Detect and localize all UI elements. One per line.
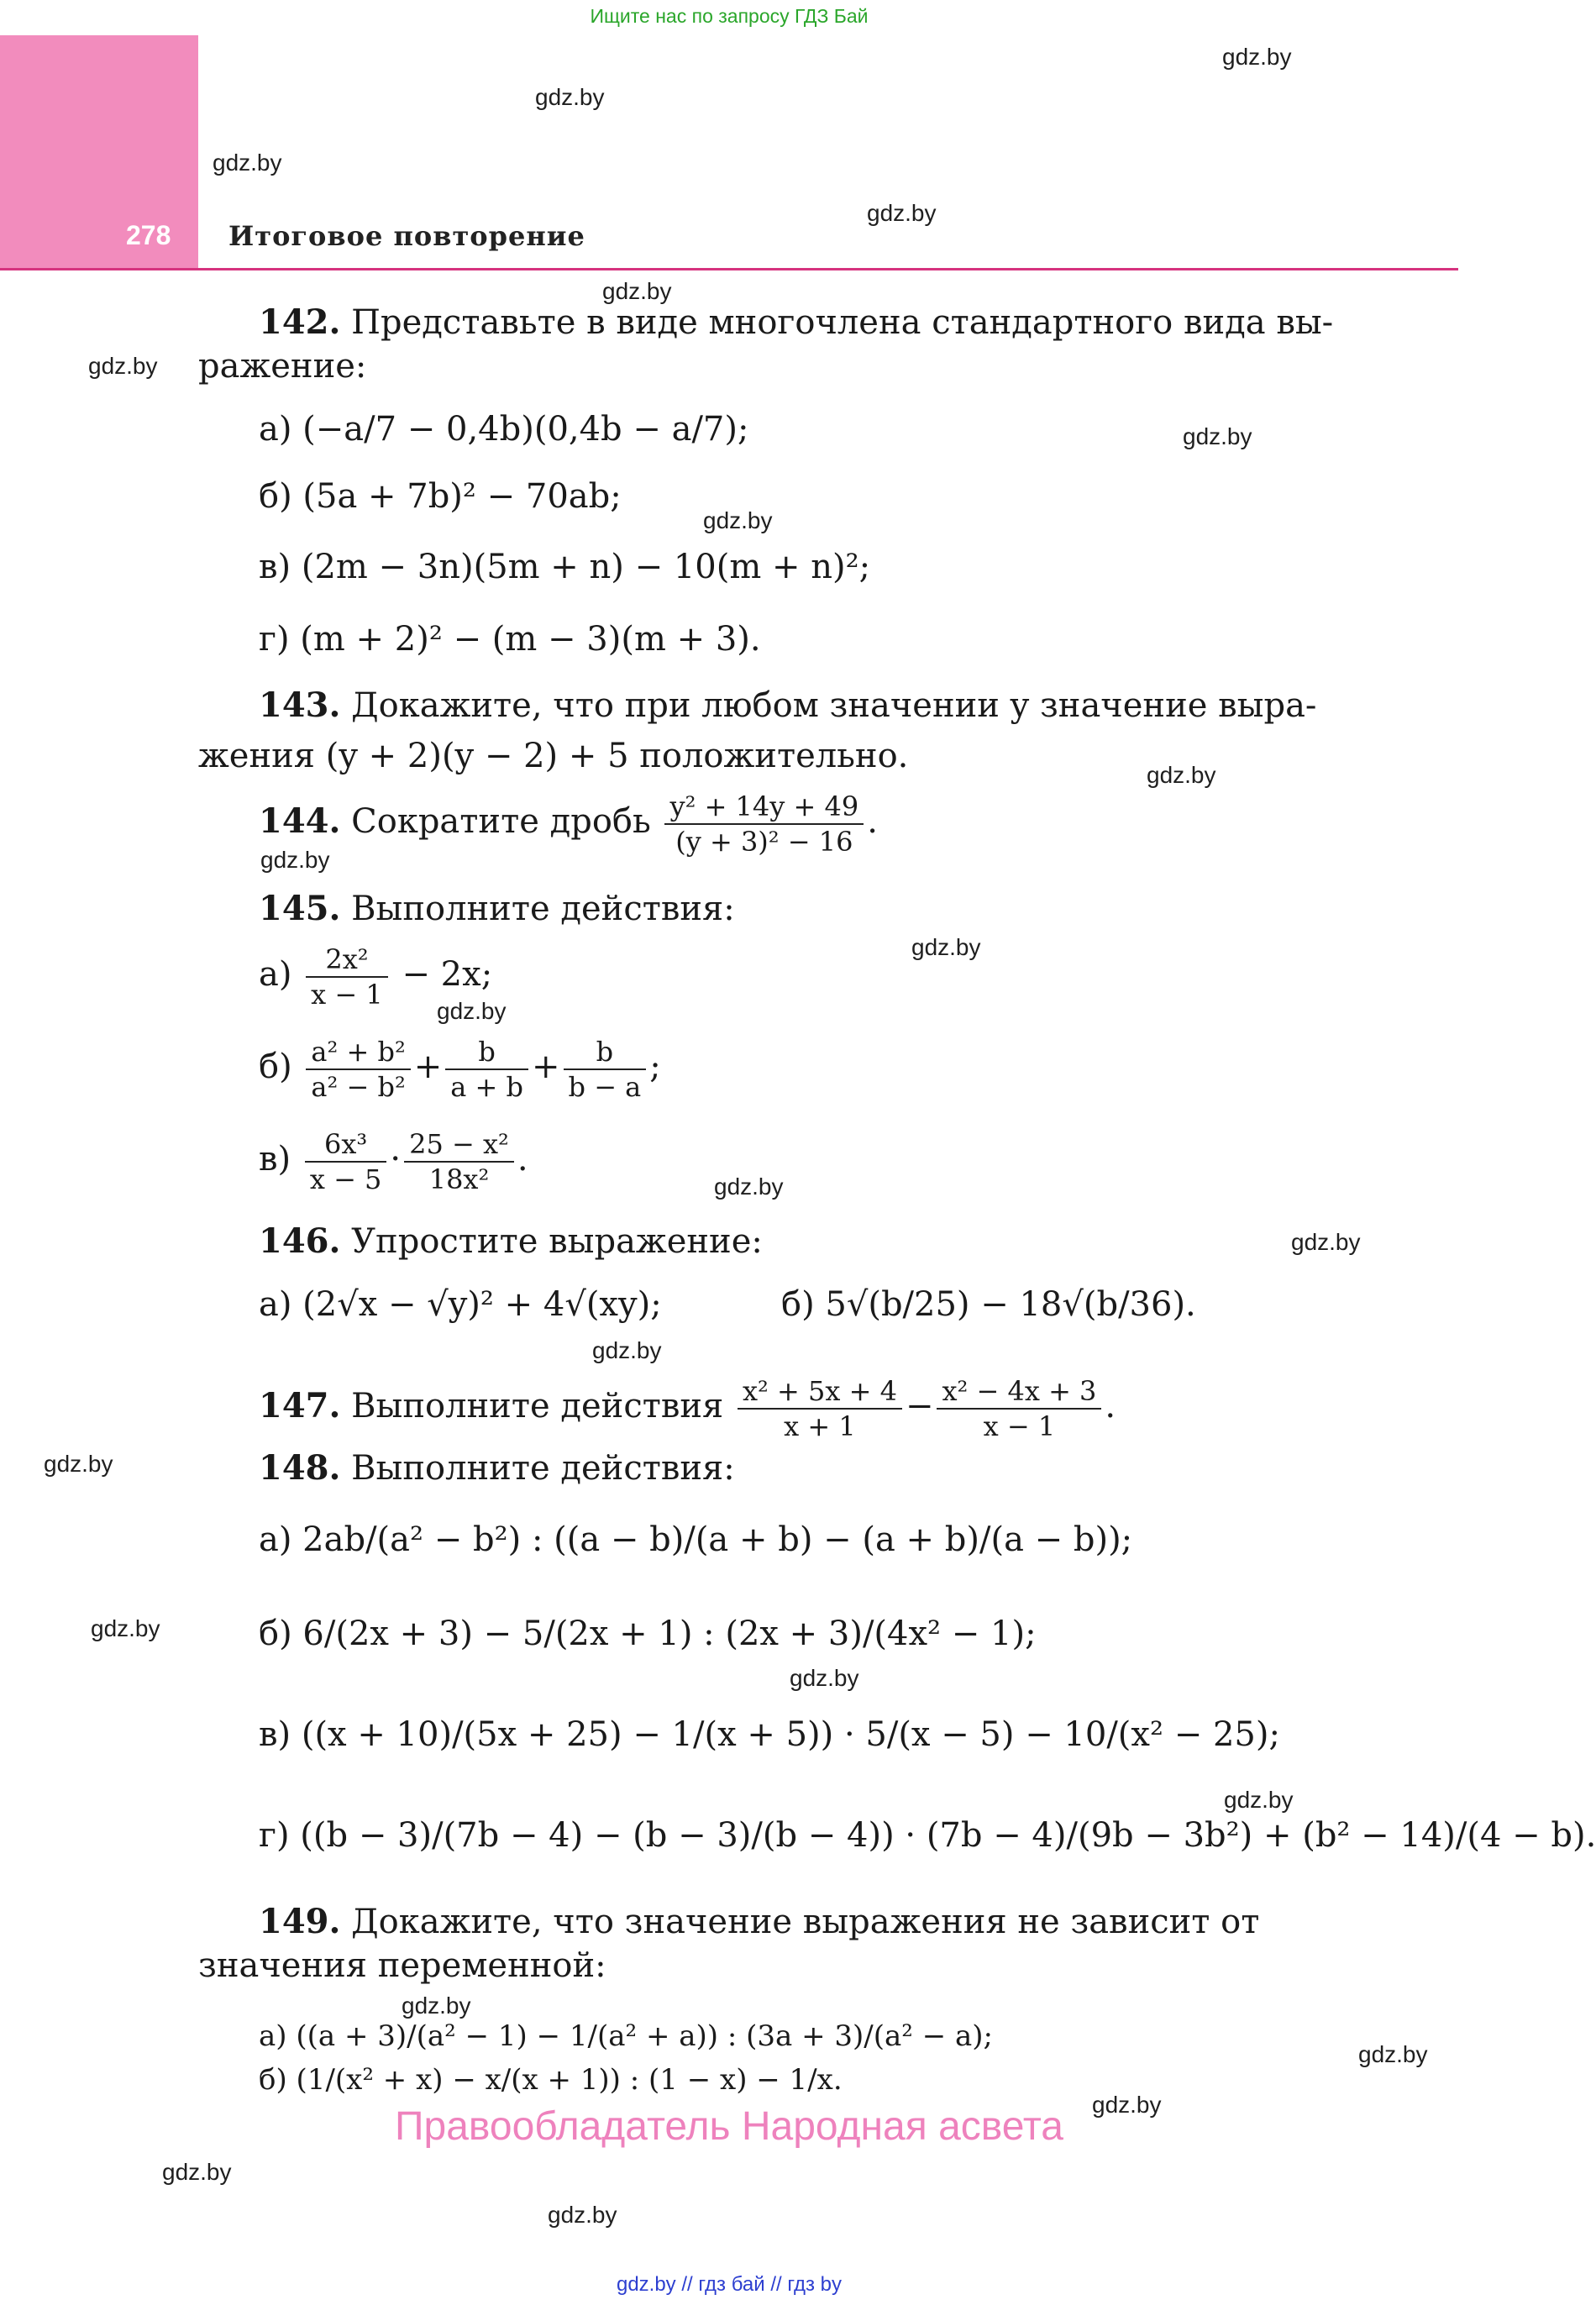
watermark: gdz.by (1183, 423, 1252, 449)
watermark: gdz.by (1358, 2041, 1428, 2067)
watermark: gdz.by (213, 150, 282, 176)
problem-142-line1: 142. Представьте в виде многочлена стандартного вида вы- (259, 302, 1334, 342)
problem-142-b: б) (5a + 7b)² − 70ab; (259, 477, 622, 516)
header-rule (0, 268, 1458, 270)
watermark: gdz.by (911, 934, 981, 960)
watermark: gdz.by (1092, 2092, 1162, 2118)
watermark: gdz.by (1147, 762, 1216, 788)
problem-148-g: г) ((b − 3)/(7b − 4) − (b − 3)/(b − 4)) · (7b − 4)/(9b − 3b²) + (b² − 14)/(4 − b). (259, 1816, 1596, 1855)
section-title: Итоговое повторение (228, 220, 585, 252)
watermark: gdz.by (260, 847, 330, 873)
problem-145-a: а) $\frac{\text{2x²}}{x - 1}$ − 2x; (259, 943, 493, 1011)
problem-149-b: б) (1/(x² + x) − x/(x + 1)) : (1 − x) − 1/x. (259, 2063, 843, 2097)
watermark: gdz.by (91, 1615, 160, 1641)
page-number: 278 (126, 220, 171, 250)
watermark: gdz.by (402, 1993, 471, 2019)
problem-148-b: б) 6/(2x + 3) − 5/(2x + 1) : (2x + 3)/(4x² − 1); (259, 1615, 1037, 1653)
watermark: gdz.by (714, 1174, 784, 1200)
problem-149-a: а) ((a + 3)/(a² − 1) − 1/(a² + a)) : (3a + 3)/(a² − a); (259, 2019, 993, 2053)
problem-143-line2: жения (y + 2)(y − 2) + 5 положительно. (198, 737, 909, 775)
problem-148-v: в) ((x + 10)/(5x + 25) − 1/(x + 5)) · 5/(x − 5) − 10/(x² − 25); (259, 1715, 1280, 1754)
watermark: gdz.by (867, 200, 937, 226)
problem-146-title: 146. Упростите выражение: (259, 1221, 763, 1261)
problem-142-g: г) (m + 2)² − (m − 3)(m + 3). (259, 620, 761, 659)
problem-148-a: а) 2ab/(a² − b²) : ((a − b)/(a + b) − (a + b)/(a − b)); (259, 1520, 1133, 1559)
problem-148-title: 148. Выполните действия: (259, 1448, 735, 1488)
watermark: gdz.by (703, 507, 773, 533)
problem-145-v: в) $\frac{\text{6x³}}{x - 5}$ · $\frac{\text{25 − x²}}{\text{18x²}}$ . (259, 1128, 528, 1195)
watermark: gdz.by (44, 1451, 113, 1477)
watermark: gdz.by (602, 278, 672, 304)
watermark: gdz.by (162, 2159, 232, 2185)
watermark: gdz.by (790, 1665, 859, 1691)
watermark: gdz.by (548, 2202, 617, 2228)
watermark: gdz.by (437, 998, 507, 1024)
copyright-credit: Правообладатель Народная асвета (395, 2104, 1063, 2149)
watermark: gdz.by (535, 84, 605, 110)
problem-145-title: 145. Выполните действия: (259, 889, 735, 928)
problem-146-a: а) (2√x − √y)² + 4√(xy); (259, 1285, 662, 1324)
problem-147: 147. Выполните действия $\frac{\text{x² + 5x + 4}}{x + 1}$ − $\frac{\text{x² − 4x + 3}}{x - 1}$ . (259, 1375, 1116, 1442)
watermark: gdz.by (1291, 1229, 1361, 1255)
problem-146-b: б) 5√(b/25) − 18√(b/36). (781, 1285, 1196, 1324)
fraction: $\frac{\text{y² + 14y + 49}}{\text{(y + 3)² − 16}}$ (664, 790, 864, 858)
watermark: gdz.by (1222, 44, 1292, 70)
problem-142-line2: ражение: (198, 347, 367, 386)
top-note: Ищите нас по запросу ГДЗ Бай (590, 5, 869, 27)
watermark: gdz.by (88, 353, 158, 379)
bottom-links[interactable]: gdz.by // гдз бай // гдз by (616, 2273, 843, 2296)
watermark: gdz.by (592, 1337, 662, 1363)
problem-142-a: а) (−a/7 − 0,4b)(0,4b − a/7); (259, 410, 749, 449)
watermark: gdz.by (1224, 1787, 1294, 1813)
problem-143-line1: 143. Докажите, что при любом значении y значение выра- (259, 685, 1317, 725)
problem-144: 144. Сократите дробь $\frac{\text{y² + 14y + 49}}{\text{(y + 3)² − 16}}$ . (259, 790, 878, 858)
problem-145-b: б) $\frac{\text{a² + b²}}{\text{a² − b²}}$ + $\frac{b}{a + b}$ + $\frac{b}{b - a}$ ; (259, 1036, 661, 1103)
problem-149-line1: 149. Докажите, что значение выражения не зависит от (259, 1902, 1260, 1941)
problem-142-v: в) (2m − 3n)(5m + n) − 10(m + n)²; (259, 548, 871, 586)
problem-149-line2: значения переменной: (198, 1946, 606, 1985)
